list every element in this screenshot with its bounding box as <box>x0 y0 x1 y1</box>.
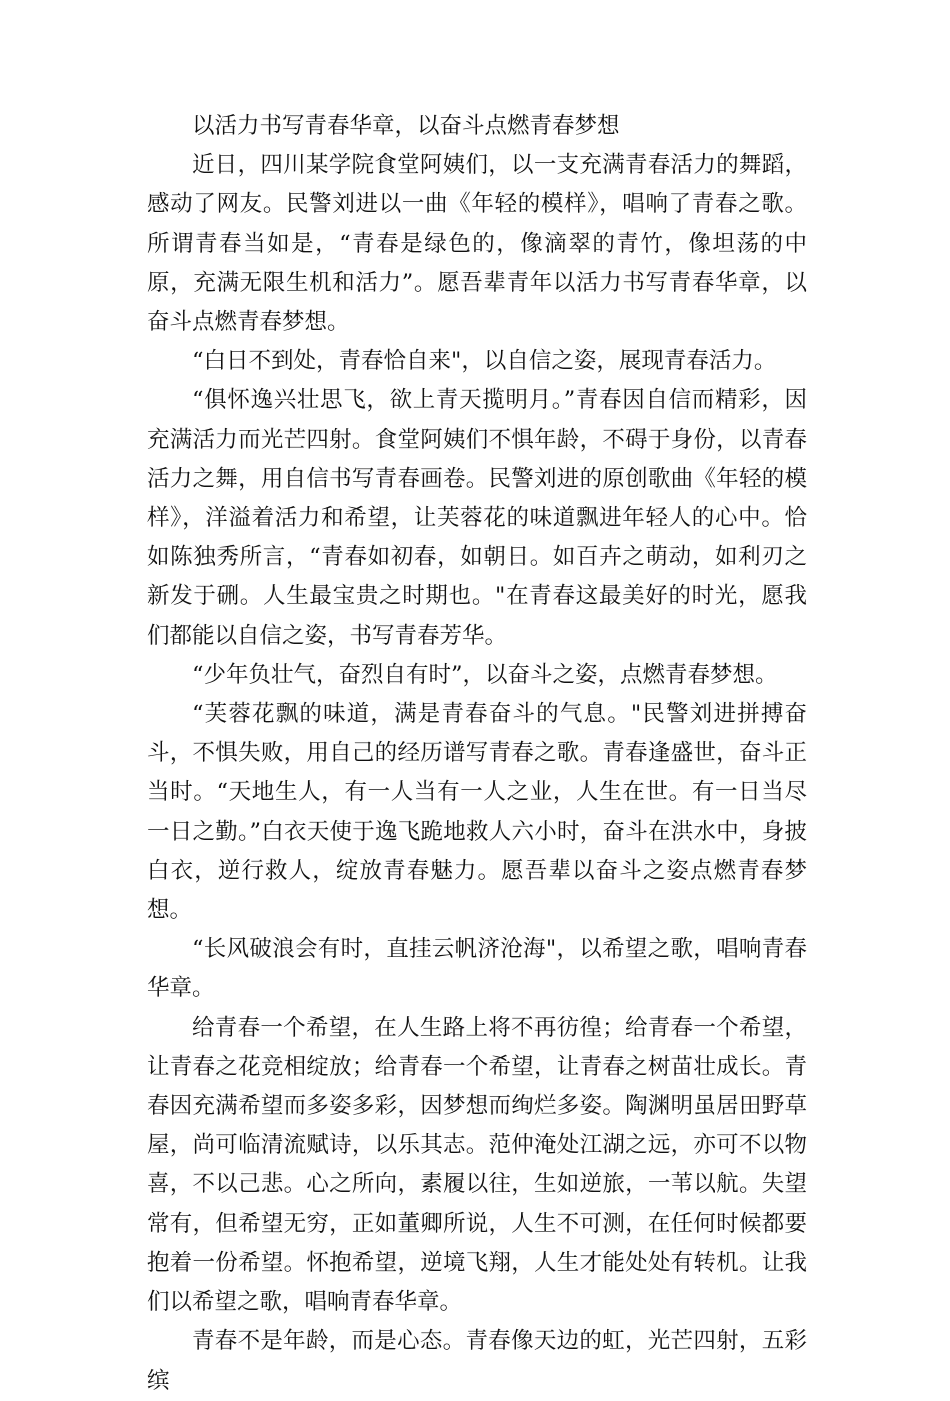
paragraph-intro: 近日，四川某学院食堂阿姨们，以一支充满青春活力的舞蹈，感动了网友。民警刘进以一曲《年轻的模样》，唱响了青春之歌。所谓青春当如是，“青春是绿色的，像滴翠的青竹，像坦荡的中原，充满无限生机和活力”。愿吾辈青年以活力书写青春华章，以奋斗点燃青春梦想。 <box>147 152 807 336</box>
paragraph-hope-body: 给青春一个希望，在人生路上将不再彷徨；给青春一个希望，让青春之花竞相绽放；给青春一个希望，让青春之树苗壮成长。青春因充满希望而多姿多彩，因梦想而绚烂多姿。陶渊明虽居田野草屋，尚可临清流赋诗，以乐其志。范仲淹处江湖之远，亦可不以物喜，不以己悲。心之所向，素履以往，生如逆旅，一苇以航。失望常有，但希望无穷，正如董卿所说，人生不可测，在任何时候都要抱着一份希望。怀抱希望，逆境飞翔，人生才能处处有转机。让我们以希望之歌，唱响青春华章。 <box>147 1014 807 1316</box>
paragraph-struggle-body: “芙蓉花飘的味道，满是青春奋斗的气息。"民警刘进拼搏奋斗，不惧失败，用自己的经历谱写青春之歌。青春逢盛世，奋斗正当时。“天地生人，有一人当有一人之业，人生在世。有一日当尽一日之勤。”白衣天使于逸飞跪地救人六小时，奋斗在洪水中，身披白衣，逆行救人，绽放青春魅力。愿吾辈以奋斗之姿点燃青春梦想。 <box>147 701 807 924</box>
document-body <box>147 107 807 1401</box>
paragraph-thesis-hope: “长风破浪会有时，直挂云帆济沧海"，以希望之歌，唱响青春华章。 <box>147 936 807 1002</box>
document-title: 以活力书写青春华章，以奋斗点燃青春梦想 <box>192 113 620 139</box>
paragraph-thesis-confidence: “白日不到处，青春恰自来"，以自信之姿，展现青春活力。 <box>192 348 777 375</box>
paragraph-conclusion: 青春不是年龄，而是心态。青春像天边的虹，光芒四射，五彩缤 <box>147 1328 807 1394</box>
paragraph-thesis-struggle: “少年负壮气，奋烈自有时”，以奋斗之姿，点燃青春梦想。 <box>192 661 778 688</box>
paragraph-confidence-body: “俱怀逸兴壮思飞，欲上青天揽明月。”青春因自信而精彩，因充满活力而光芒四射。食堂阿姨们不惧年龄，不碍于身份，以青春活力之舞，用自信书写青春画卷。民警刘进的原创歌曲《年轻的模样》，洋溢着活力和希望，让芙蓉花的味道飘进年轻人的心中。恰如陈独秀所言，“青春如初春，如朝日。如百卉之萌动，如利刃之新发于硎。人生最宝贵之时期也。"在青春这最美好的时光，愿我们都能以自信之姿，书写青春芳华。 <box>147 387 807 649</box>
